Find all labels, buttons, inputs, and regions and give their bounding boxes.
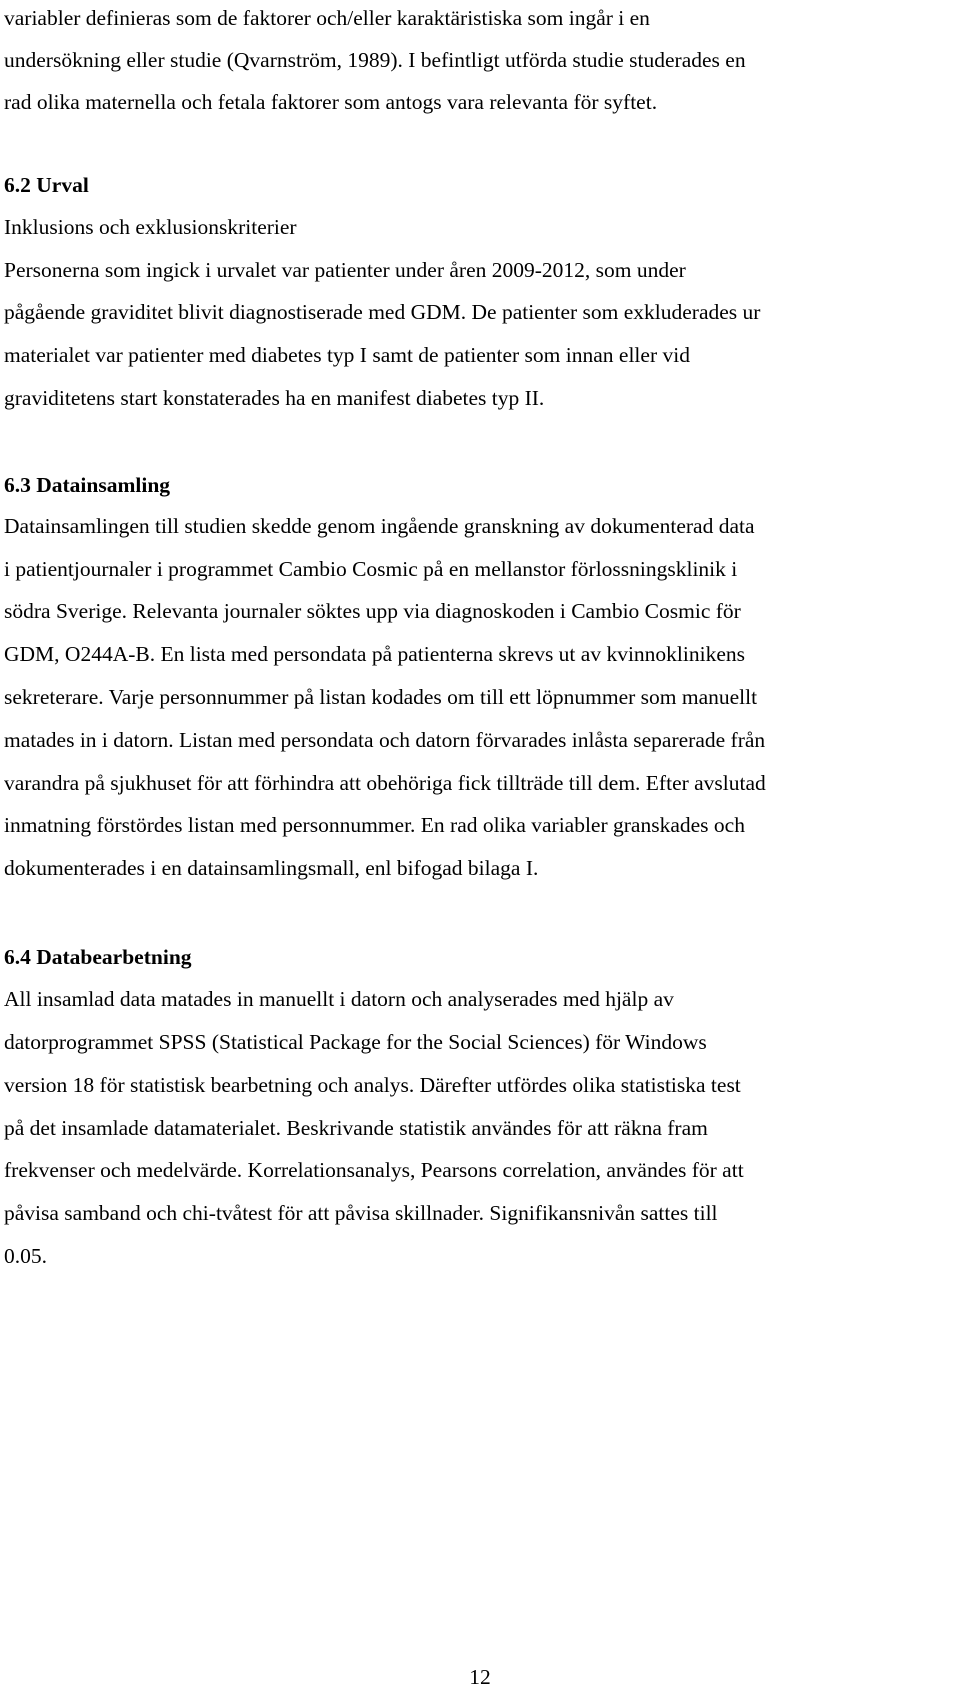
page-number: 12 [469,1665,491,1689]
text-line: frekvenser och medelvärde. Korrelationsanalys, Pearsons correlation, användes för att [4,1158,744,1182]
text-line: matades in i datorn. Listan med persondata och datorn förvarades inlåsta separerade från [4,728,766,752]
section-heading: 6.3 Datainsamling [4,473,171,497]
text-line: variabler definieras som de faktorer och/eller karaktäristiska som ingår i en [4,6,650,30]
text-line: rad olika maternella och fetala faktorer som antogs vara relevanta för syftet. [4,90,658,114]
text-line: version 18 för statistisk bearbetning och analys. Därefter utfördes olika statistiska test [4,1073,741,1097]
text-line: All insamlad data matades in manuellt i datorn och analyserades med hjälp av [4,987,674,1011]
text-line: materialet var patienter med diabetes typ I samt de patienter som innan eller vid [4,343,690,367]
text-line: pågående graviditet blivit diagnostiserade med GDM. De patienter som exkluderades ur [4,300,761,324]
text-line: dokumenterades i en datainsamlingsmall, enl bifogad bilaga I. [4,856,539,880]
text-line: GDM, O244A-B. En lista med persondata på patienterna skrevs ut av kvinnoklinikens [4,642,746,666]
text-line: södra Sverige. Relevanta journaler söktes upp via diagnoskoden i Cambio Cosmic för [4,599,741,623]
text-line: datorprogrammet SPSS (Statistical Package for the Social Sciences) för Windows [4,1030,707,1054]
text-line: Datainsamlingen till studien skedde genom ingående granskning av dokumenterad data [4,514,755,538]
text-line: inmatning förstördes listan med personnummer. En rad olika variabler granskades och [4,813,745,837]
text-line: i patientjournaler i programmet Cambio Cosmic på en mellanstor förlossningsklinik i [4,557,738,581]
text-line: 0.05. [4,1244,47,1268]
section-heading: 6.2 Urval [4,173,89,197]
text-line: graviditetens start konstaterades ha en manifest diabetes typ II. [4,386,545,410]
section-heading: 6.4 Databearbetning [4,945,192,969]
section-subheading: Inklusions och exklusionskriterier [4,215,297,239]
text-line: påvisa samband och chi-tvåtest för att påvisa skillnader. Signifikansnivån sattes till [4,1201,718,1225]
text-line: varandra på sjukhuset för att förhindra att obehöriga fick tillträde till dem. Efter avslutad [4,771,766,795]
text-line: på det insamlade datamaterialet. Beskrivande statistik användes för att räkna fram [4,1116,708,1140]
text-line: sekreterare. Varje personnummer på listan kodades om till ett löpnummer som manuellt [4,685,758,709]
text-line: undersökning eller studie (Qvarnström, 1989). I befintligt utförda studie studerades en [4,48,746,72]
text-line: Personerna som ingick i urvalet var patienter under åren 2009-2012, som under [4,258,686,282]
